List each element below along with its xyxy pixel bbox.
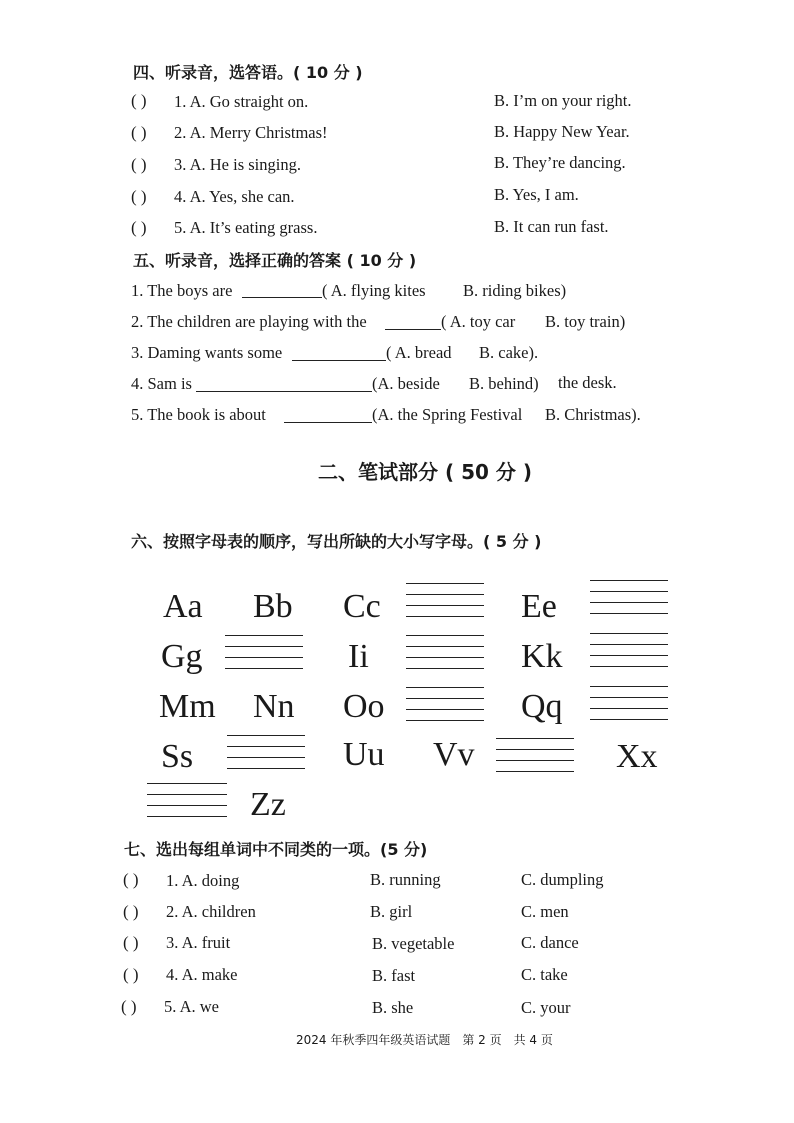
option-c: C. men xyxy=(521,902,569,921)
letter-zz: Zz xyxy=(250,786,286,823)
letter-gg: Gg xyxy=(161,638,203,675)
write-lines-jj[interactable] xyxy=(406,635,484,669)
write-lines-ff[interactable] xyxy=(590,580,668,614)
option-a: 5. A. It’s eating grass. xyxy=(174,218,318,237)
option-b: B. toy train) xyxy=(545,312,626,331)
option-a: 4. A. Yes, she can. xyxy=(174,187,295,206)
letter-ee: Ee xyxy=(521,588,557,625)
letter-uu: Uu xyxy=(343,736,385,773)
option-c: C. dance xyxy=(521,933,579,952)
option-b: B. girl xyxy=(370,902,413,921)
option-b: B. fast xyxy=(372,966,416,985)
answer-paren[interactable]: ( ) xyxy=(123,902,139,921)
option-a: 4. A. make xyxy=(166,965,238,984)
letter-aa: Aa xyxy=(163,588,203,625)
letter-mm: Mm xyxy=(159,688,216,725)
answer-paren[interactable]: ( ) xyxy=(131,187,147,206)
option-b: B. riding bikes) xyxy=(463,281,567,300)
write-lines-rr[interactable] xyxy=(590,686,668,720)
sentence-stem: 4. Sam is xyxy=(131,374,192,393)
letter-oo: Oo xyxy=(343,688,385,725)
write-lines-ww[interactable] xyxy=(496,738,574,772)
section5-heading: 五、听录音，选择正确的答案 ( 10 分 ) xyxy=(133,251,417,270)
option-b: B. They’re dancing. xyxy=(494,153,626,172)
letter-nn: Nn xyxy=(253,688,295,725)
write-lines-pp[interactable] xyxy=(406,687,484,721)
option-a: 2. A. children xyxy=(166,902,256,921)
option-c: C. dumpling xyxy=(521,870,604,889)
answer-blank[interactable] xyxy=(284,422,372,423)
sentence-end: the desk. xyxy=(558,373,617,392)
option-a: (A. beside xyxy=(372,374,440,393)
option-c: C. take xyxy=(521,965,568,984)
letter-cc: Cc xyxy=(343,588,381,625)
option-a: 1. A. Go straight on. xyxy=(174,92,309,111)
letter-qq: Qq xyxy=(521,688,563,725)
option-b: B. behind) xyxy=(469,374,539,393)
option-b: B. I’m on your right. xyxy=(494,91,632,110)
answer-paren[interactable]: ( ) xyxy=(121,997,137,1016)
option-b: B. It can run fast. xyxy=(494,217,609,236)
part2-heading: 二、笔试部分 ( 50 分 ) xyxy=(318,460,532,484)
section6-heading: 六、按照字母表的顺序，写出所缺的大小写字母。( 5 分 ) xyxy=(131,532,542,551)
write-lines-tt[interactable] xyxy=(227,735,305,769)
option-b: B. she xyxy=(372,998,414,1017)
answer-blank[interactable] xyxy=(242,297,322,298)
option-a: (A. the Spring Festival xyxy=(372,405,523,424)
option-a: 2. A. Merry Christmas! xyxy=(174,123,328,142)
option-b: B. cake). xyxy=(479,343,539,362)
option-b: B. Happy New Year. xyxy=(494,122,630,141)
sentence-stem: 2. The children are playing with the xyxy=(131,312,367,331)
option-a: 3. A. fruit xyxy=(166,933,231,952)
letter-xx: Xx xyxy=(616,738,658,775)
answer-blank[interactable] xyxy=(385,329,441,330)
option-a: ( A. flying kites xyxy=(322,281,426,300)
option-b: B. vegetable xyxy=(372,934,455,953)
write-lines-dd[interactable] xyxy=(406,583,484,617)
option-a: 5. A. we xyxy=(164,997,219,1016)
sentence-stem: 1. The boys are xyxy=(131,281,233,300)
answer-paren[interactable]: ( ) xyxy=(131,123,147,142)
write-lines-hh[interactable] xyxy=(225,635,303,669)
answer-paren[interactable]: ( ) xyxy=(123,933,139,952)
option-a: ( A. bread xyxy=(386,343,452,362)
answer-paren[interactable]: ( ) xyxy=(131,218,147,237)
option-c: C. your xyxy=(521,998,571,1017)
option-a: 1. A. doing xyxy=(166,871,240,890)
letter-kk: Kk xyxy=(521,638,563,675)
page-footer: 2024 年秋季四年级英语试题 第 2 页 共 4 页 xyxy=(296,1033,553,1047)
answer-paren[interactable]: ( ) xyxy=(123,965,139,984)
sentence-stem: 5. The book is about xyxy=(131,405,266,424)
write-lines-ll[interactable] xyxy=(590,633,668,667)
option-b: B. running xyxy=(370,870,441,889)
answer-paren[interactable]: ( ) xyxy=(131,91,147,110)
letter-bb: Bb xyxy=(253,588,293,625)
answer-blank[interactable] xyxy=(196,391,372,392)
option-b: B. Christmas). xyxy=(545,405,641,424)
option-a: ( A. toy car xyxy=(441,312,516,331)
section4-heading: 四、听录音，选答语。( 10 分 ) xyxy=(133,63,363,82)
answer-blank[interactable] xyxy=(292,360,386,361)
letter-vv: Vv xyxy=(433,736,475,773)
write-lines-yy[interactable] xyxy=(147,783,227,817)
letter-ii: Ii xyxy=(348,638,369,675)
sentence-stem: 3. Daming wants some xyxy=(131,343,283,362)
option-b: B. Yes, I am. xyxy=(494,185,579,204)
option-a: 3. A. He is singing. xyxy=(174,155,301,174)
answer-paren[interactable]: ( ) xyxy=(131,155,147,174)
section7-heading: 七、选出每组单词中不同类的一项。(5 分) xyxy=(124,840,428,859)
answer-paren[interactable]: ( ) xyxy=(123,870,139,889)
letter-ss: Ss xyxy=(161,738,194,775)
